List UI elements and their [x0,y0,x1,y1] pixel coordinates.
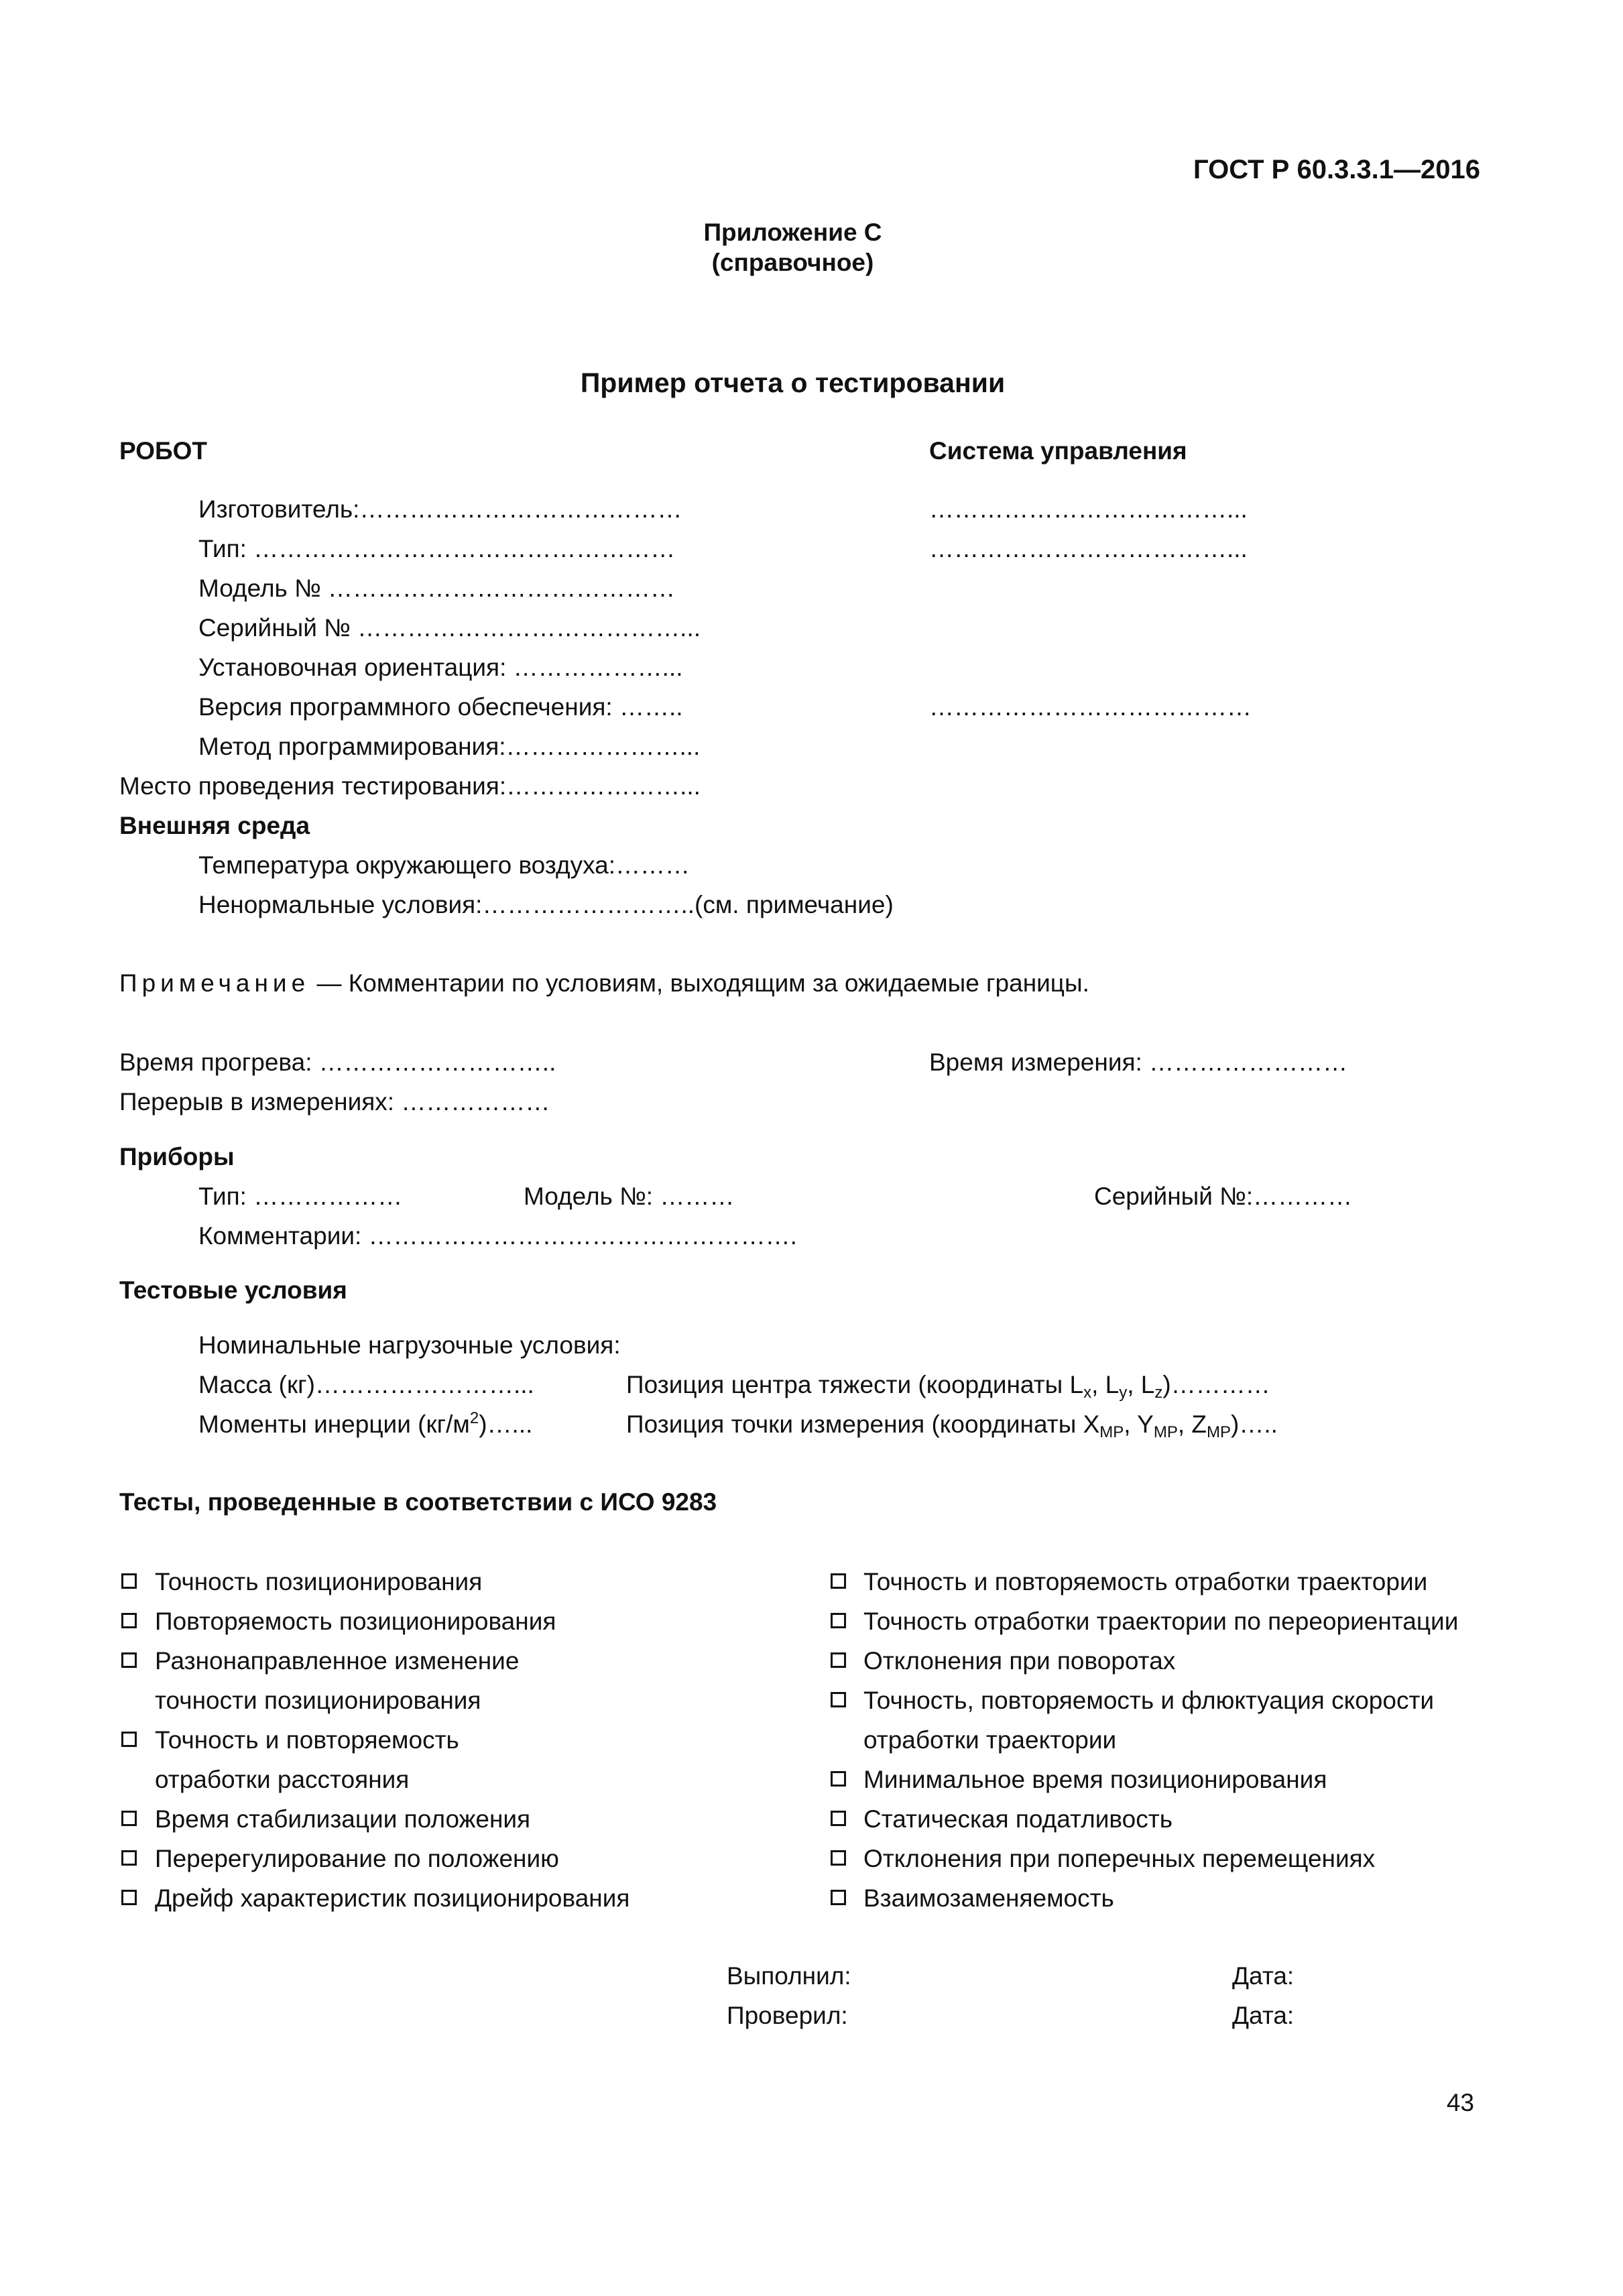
robot-orientation-field: Установочная ориентация: ………………... [198,654,683,681]
test-label-continuation: отработки траектории [863,1726,1117,1754]
test-label: Минимальное время позиционирования [863,1766,1327,1793]
test-label-continuation: точности позиционирования [155,1687,481,1714]
instrument-serial-field: Серийный №:………… [1094,1183,1353,1210]
test-label: Точность и повторяемость отработки траектории [863,1568,1428,1595]
instrument-type-field: Тип: ……………… [198,1183,403,1210]
test-label: Повторяемость позиционирования [155,1608,556,1635]
control-system-heading: Система управления [929,437,1187,465]
control-manufacturer-field: ………………………………... [929,495,1248,523]
test-label-continuation: отработки расстояния [155,1766,410,1793]
performed-by-label: Выполнил: [727,1962,851,1990]
checkbox-minimum-positioning-time[interactable] [831,1771,846,1787]
instruments-heading: Приборы [119,1143,235,1170]
standard-number: ГОСТ Р 60.3.3.1—2016 [1193,155,1480,184]
note [119,971,1089,995]
date-label-1: Дата: [1232,1962,1295,1990]
ambient-temperature-field: Температура окружающего воздуха:……… [198,851,690,879]
instrument-comments-field: Комментарии: ……………………………………………. [198,1222,797,1250]
checkbox-positioning-drift[interactable] [121,1890,137,1905]
document-title: Пример отчета о тестировании [580,367,1006,398]
checkbox-positioning-accuracy[interactable] [121,1573,137,1589]
appendix-title: Приложение С [703,219,882,246]
date-label-2: Дата: [1232,2002,1295,2029]
mass-field: Масса (кг)……………………... [198,1371,534,1398]
checkbox-interchangeability[interactable] [831,1890,846,1905]
measurement-point-field: Позиция точки измерения (координаты $X_{MP}$, $Y_{MP}$, $Z_{MP})\dots$.. [626,1410,1278,1441]
robot-type-field: Тип: …………………………………………… [198,535,676,562]
warmup-time-field: Время прогрева: ……………………….. [119,1048,556,1076]
nominal-load-label: Номинальные нагрузочные условия: [198,1331,621,1359]
test-label: Отклонения при поворотах [863,1647,1176,1675]
abnormal-conditions-field: Ненормальные условия:……………………..(см. примечание) [198,891,894,918]
instrument-model-field: Модель №: ……… [524,1183,735,1210]
test-location-field: Место проведения тестирования:…………………... [119,772,701,800]
appendix-subtitle: (справочное) [711,249,874,276]
center-of-gravity-field: Позиция центра тяжести (координаты $L_x$, $L_y$, $L_z)\dots\dots\dots\dots$ [626,1371,1270,1402]
checkbox-path-velocity[interactable] [831,1692,846,1707]
robot-heading: РОБОТ [119,437,207,465]
checkbox-positioning-repeatability[interactable] [121,1613,137,1628]
control-software-field: ………………………………… [929,693,1252,721]
note-label: Примечание [119,969,310,997]
checkbox-multidirectional-variation[interactable] [121,1652,137,1668]
checkbox-position-overshoot[interactable] [121,1850,137,1866]
checkbox-distance-accuracy[interactable] [121,1732,137,1747]
test-label: Точность и повторяемость [155,1726,459,1754]
robot-software-field: Версия программного обеспечения: …….. [198,693,683,721]
test-label: Статическая податливость [863,1805,1173,1833]
test-label: Точность отработки траектории по переориентации [863,1608,1459,1635]
checkbox-stabilization-time[interactable] [121,1811,137,1826]
robot-model-field: Модель № …………………………………… [198,575,676,602]
robot-method-field: Метод программирования:…………………... [198,733,701,760]
test-label: Точность, повторяемость и флюктуация скорости [863,1687,1435,1714]
checkbox-cornering-deviations[interactable] [831,1652,846,1668]
note-text: — Комментарии по условиям, выходящим за ожидаемые границы. [316,969,1089,997]
robot-serial-field: Серийный № …………………………………... [198,614,701,642]
test-label: Дрейф характеристик позиционирования [155,1884,630,1912]
checked-by-label: Проверил: [727,2002,848,2029]
test-label: Отклонения при поперечных перемещениях [863,1845,1376,1872]
test-label: Время стабилизации положения [155,1805,531,1833]
measurement-break-field: Перерыв в измерениях: ……………… [119,1088,550,1115]
checkbox-path-accuracy[interactable] [831,1573,846,1589]
robot-manufacturer-field: Изготовитель:………………………………… [198,495,682,523]
checkbox-static-compliance[interactable] [831,1811,846,1826]
page-number: 43 [1446,2089,1474,2116]
test-label: Перерегулирование по положению [155,1845,559,1872]
environment-heading: Внешняя среда [119,812,310,839]
checkbox-reorientation-accuracy[interactable] [831,1613,846,1628]
test-conditions-heading: Тестовые условия [119,1276,347,1304]
test-label: Разнонаправленное изменение [155,1647,520,1675]
control-type-field: ………………………………... [929,535,1248,562]
test-label: Точность позиционирования [155,1568,483,1595]
tests-heading: Тесты, проведенные в соответствии с ИСО 9283 [119,1488,717,1516]
test-label: Взаимозаменяемость [863,1884,1114,1912]
measurement-time-field: Время измерения: …………………… [929,1048,1348,1076]
checkbox-weaving-deviations[interactable] [831,1850,846,1866]
moments-of-inertia-field: Моменты инерции $(кг/м^2)\dots$... [198,1409,533,1438]
